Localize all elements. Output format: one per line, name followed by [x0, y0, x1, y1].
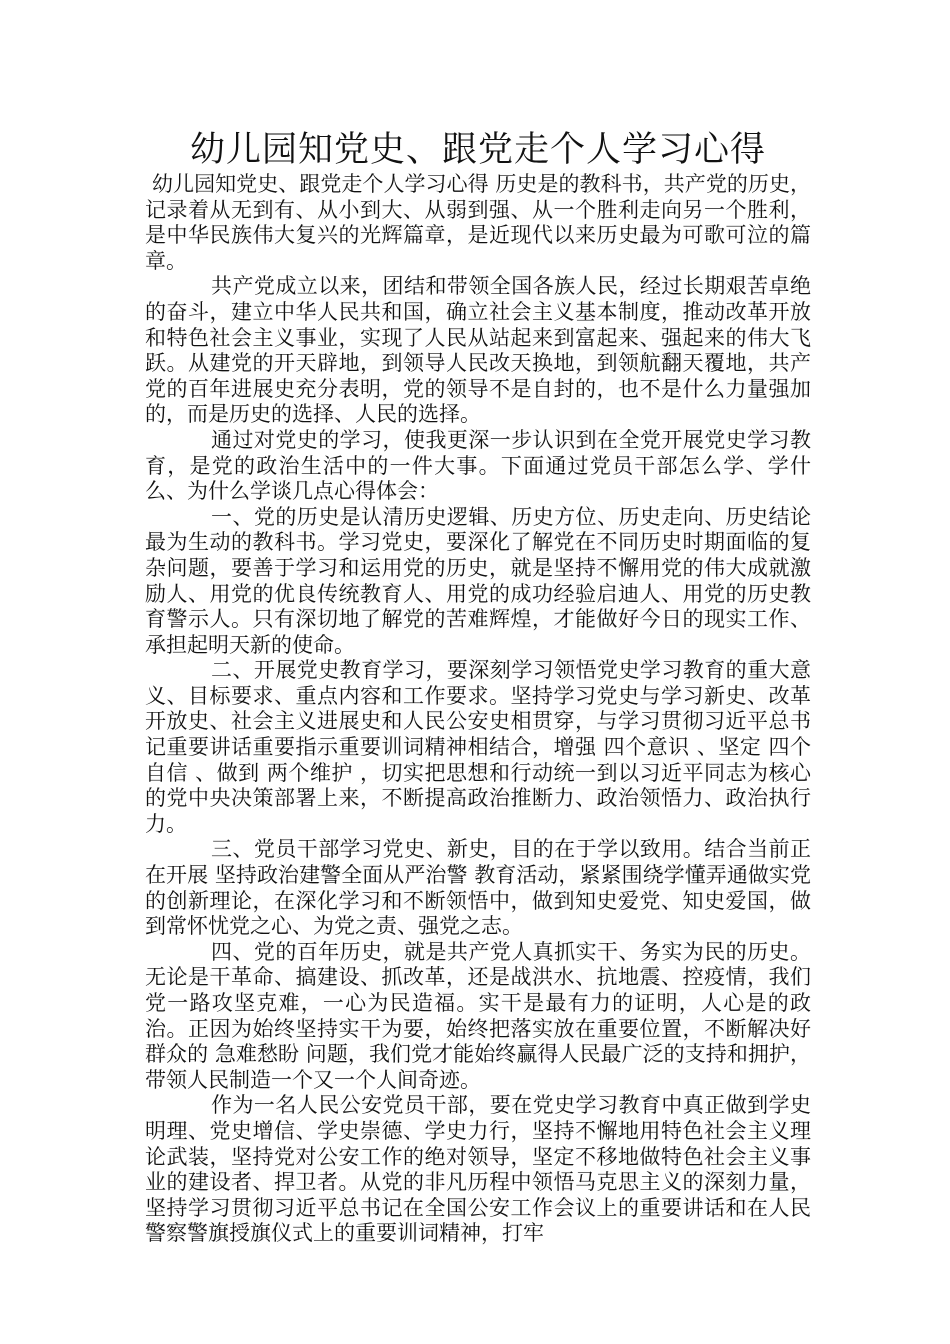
- paragraph-point-two: 二、开展党史教育学习，要深刻学习领悟党史学习教育的重大意义、目标要求、重点内容和工作要求。坚持学习党史与学习新史、改革开放史、社会主义进展史和人民公安史相贯穿，与学习贯彻习近平总书记重要讲话重要指示重要训词精神相结合，增强 四个意识 、坚定 四个自信 、做到 两个维护 ，切实把思想和行动统一到以习近平同志为核心的党中央决策部署上来，不断提高政治推断力、政治领悟力、政治执行力。: [145, 658, 811, 836]
- paragraph-conclusion: 作为一名人民公安党员干部，要在党史学习教育中真正做到学史明理、党史增信、学史崇德、学史力行，坚持不懈地用特色社会主义理论武装，坚持党对公安工作的绝对领导，坚定不移地做特色社会主义事业的建设者、捍卫者。从党的非凡历程中领悟马克思主义的深刻力量，坚持学习贯彻习近平总书记在全国公安工作会议上的重要讲话和在人民警察警旗授旗仪式上的重要训词精神，打牢: [145, 1093, 811, 1246]
- paragraph-point-one: 一、党的历史是认清历史逻辑、历史方位、历史走向、历史结论最为生动的教科书。学习党史，要深化了解党在不同历史时期面临的复杂问题，要善于学习和运用党的历史，就是坚持不懈用党的伟大成就激励人、用党的优良传统教育人、用党的成功经验启迪人、用党的历史教育警示人。只有深切地了解党的苦难辉煌，才能做好今日的现实工作、承担起明天新的使命。: [145, 504, 811, 657]
- paragraph-study-overview: 通过对党史的学习，使我更深一步认识到在全党开展党史学习教育，是党的政治生活中的一件大事。下面通过党员干部怎么学、学什么、为什么学谈几点心得体会：: [145, 427, 811, 504]
- document-body: [145, 172, 811, 1247]
- paragraph-party-founding: 共产党成立以来，团结和带领全国各族人民，经过长期艰苦卓绝的奋斗，建立中华人民共和国，确立社会主义基本制度，推动改革开放和特色社会主义事业，实现了人民从站起来到富起来、强起来的伟大飞跃。从建党的开天辟地，到领导人民改天换地，到领航翻天覆地，共产党的百年进展史充分表明，党的领导不是自封的，也不是什么力量强加的，而是历史的选择、人民的选择。: [145, 274, 811, 427]
- document-page: [145, 128, 811, 1247]
- paragraph-point-four: 四、党的百年历史，就是共产党人真抓实干、务实为民的历史。无论是干革命、搞建设、抓改革，还是战洪水、抗地震、控疫情，我们党一路攻坚克难，一心为民造福。实干是最有力的证明，人心是的政治。正因为始终坚持实干为要，始终把落实放在重要位置，不断解决好群众的 急难愁盼 问题，我们党才能始终赢得人民最广泛的支持和拥护，带领人民制造一个又一个人间奇迹。: [145, 939, 811, 1092]
- paragraph-intro: 幼儿园知党史、跟党走个人学习心得 历史是的教科书，共产党的历史，记录着从无到有、从小到大、从弱到强、从一个胜利走向另一个胜利，是中华民族伟大复兴的光辉篇章，是近现代以来历史最为可歌可泣的篇章。: [145, 172, 811, 273]
- paragraph-point-three: 三、党员干部学习党史、新史，目的在于学以致用。结合当前正在开展 坚持政治建警全面从严治警 教育活动，紧紧围绕学懂弄通做实党的创新理论，在深化学习和不断领悟中，做到知史爱党、知史爱国，做到常怀忧党之心、为党之责、强党之志。: [145, 837, 811, 939]
- document-title: 幼儿园知党史、跟党走个人学习心得: [189, 130, 766, 170]
